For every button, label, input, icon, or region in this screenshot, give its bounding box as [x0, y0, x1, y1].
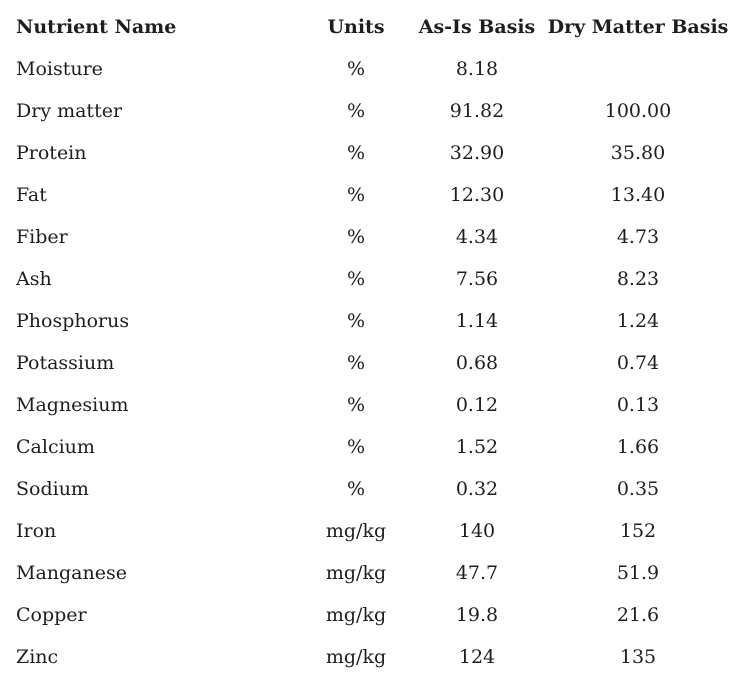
header-units: Units [327, 16, 385, 38]
table-row [0, 300, 738, 342]
cell-as-is: 140 [458, 520, 496, 542]
cell-as-is: 19.8 [455, 604, 499, 626]
table-row [0, 90, 738, 132]
cell-units: % [346, 100, 366, 122]
cell-dry-matter: 152 [619, 520, 657, 542]
cell-units: % [346, 268, 366, 290]
cell-nutrient-name: Fiber [16, 226, 68, 248]
table-row [0, 342, 738, 384]
cell-as-is: 1.14 [455, 310, 499, 332]
cell-as-is: 91.82 [449, 100, 505, 122]
cell-as-is: 4.34 [455, 226, 499, 248]
table-row [0, 552, 738, 594]
cell-nutrient-name: Copper [16, 604, 87, 626]
cell-nutrient-name: Dry matter [16, 100, 123, 122]
header-as-is-basis: As-Is Basis [418, 16, 536, 38]
cell-as-is: 7.56 [455, 268, 499, 290]
cell-dry-matter: 0.35 [616, 478, 660, 500]
cell-as-is: 124 [458, 646, 496, 668]
cell-as-is: 1.52 [455, 436, 499, 458]
nutrient-table [0, 6, 738, 678]
cell-as-is: 0.12 [455, 394, 499, 416]
cell-dry-matter: 51.9 [616, 562, 660, 584]
table-row [0, 48, 738, 90]
cell-units: % [346, 142, 366, 164]
table-row [0, 510, 738, 552]
table-row [0, 636, 738, 678]
cell-units: mg/kg [325, 646, 387, 668]
cell-as-is: 0.32 [455, 478, 499, 500]
cell-nutrient-name: Ash [16, 268, 52, 290]
table-row [0, 594, 738, 636]
cell-nutrient-name: Calcium [16, 436, 95, 458]
cell-dry-matter: 21.6 [616, 604, 660, 626]
table-row [0, 258, 738, 300]
cell-nutrient-name: Moisture [16, 58, 103, 80]
table-header-row [0, 6, 738, 48]
cell-dry-matter: 4.73 [616, 226, 660, 248]
cell-units: % [346, 478, 366, 500]
cell-units: % [346, 436, 366, 458]
cell-nutrient-name: Zinc [16, 646, 59, 668]
cell-as-is: 47.7 [455, 562, 499, 584]
cell-dry-matter: 135 [619, 646, 657, 668]
cell-dry-matter: 35.80 [610, 142, 666, 164]
cell-dry-matter: 100.00 [604, 100, 672, 122]
cell-units: % [346, 310, 366, 332]
cell-nutrient-name: Protein [16, 142, 87, 164]
cell-dry-matter: 1.24 [616, 310, 660, 332]
cell-nutrient-name: Iron [16, 520, 57, 542]
cell-nutrient-name: Magnesium [16, 394, 129, 416]
header-nutrient-name: Nutrient Name [16, 16, 177, 38]
cell-dry-matter: 0.13 [616, 394, 660, 416]
table-row [0, 174, 738, 216]
table-row [0, 216, 738, 258]
cell-dry-matter: 1.66 [616, 436, 660, 458]
header-dry-matter-basis: Dry Matter Basis [547, 16, 729, 38]
cell-units: mg/kg [325, 520, 387, 542]
table-row [0, 426, 738, 468]
cell-nutrient-name: Fat [16, 184, 47, 206]
cell-as-is: 12.30 [449, 184, 505, 206]
cell-dry-matter: 0.74 [616, 352, 660, 374]
cell-dry-matter: 8.23 [616, 268, 660, 290]
cell-units: mg/kg [325, 562, 387, 584]
cell-nutrient-name: Potassium [16, 352, 115, 374]
cell-as-is: 8.18 [455, 58, 499, 80]
cell-nutrient-name: Manganese [16, 562, 127, 584]
cell-units: % [346, 58, 366, 80]
cell-units: % [346, 352, 366, 374]
cell-units: % [346, 394, 366, 416]
cell-dry-matter: 13.40 [610, 184, 666, 206]
table-row [0, 384, 738, 426]
table-row [0, 468, 738, 510]
cell-units: mg/kg [325, 604, 387, 626]
cell-nutrient-name: Phosphorus [16, 310, 130, 332]
table-row [0, 132, 738, 174]
cell-units: % [346, 226, 366, 248]
cell-nutrient-name: Sodium [16, 478, 89, 500]
cell-as-is: 32.90 [449, 142, 505, 164]
cell-as-is: 0.68 [455, 352, 499, 374]
cell-dry-matter [538, 48, 738, 90]
cell-units: % [346, 184, 366, 206]
